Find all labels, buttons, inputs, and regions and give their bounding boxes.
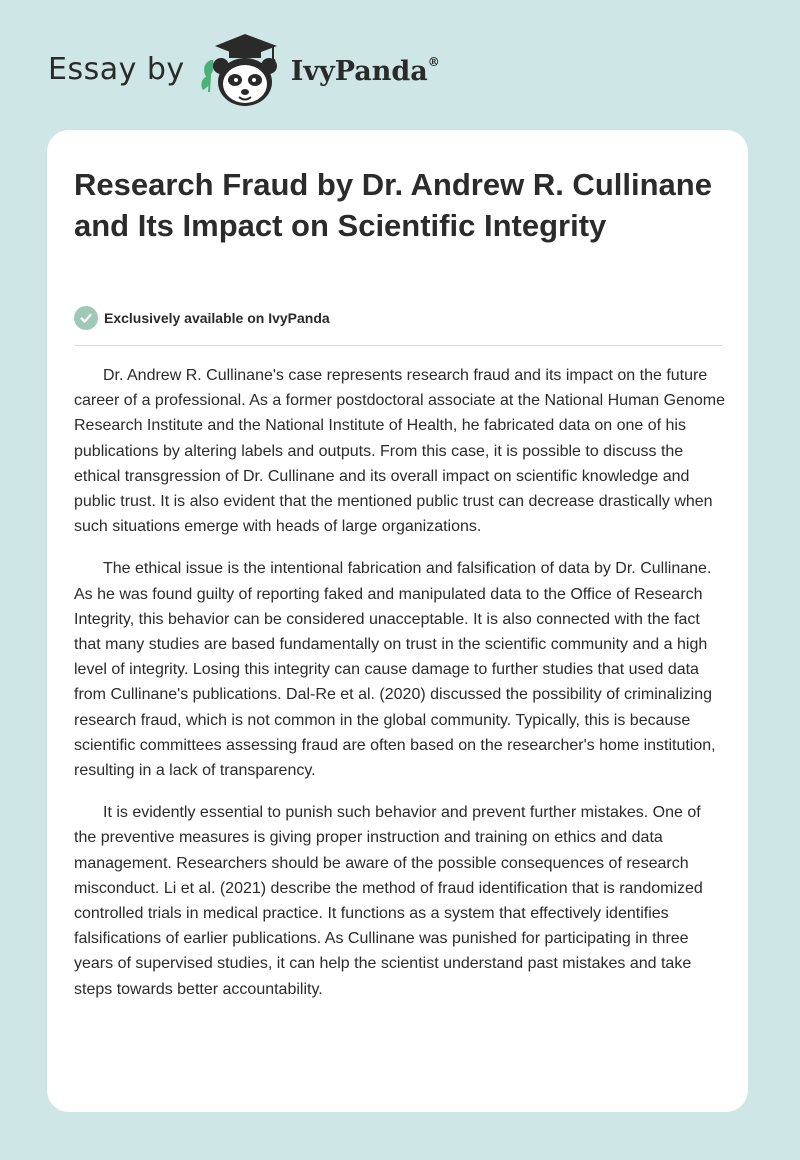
paragraph: Dr. Andrew R. Cullinane's case represents research fraud and its impact on the future career of a professional. As a former postdoctoral associate at the National Human Genome Research Institute and the National Institute of Health, he fabricated data on one of his publications by altering labels and outputs. From this case, it is possible to discuss the ethical transgression of Dr. Cullinane and its overall impact on scientific knowledge and public trust. It is also evident that the mentioned public trust can decrease drastically when such situations emerge with heads of large organizations.	[74, 367, 726, 536]
exclusive-label: Exclusively available on IvyPanda	[104, 310, 330, 326]
paragraph: It is evidently essential to punish such behavior and prevent further mistakes. One of the preventive measures is giving proper instruction and training on ethics and data management. Researchers should be aware of the possible consequences of research misconduct. Li et al. (2021) describe the method of fraud identification that is randomized controlled trials in medical practice. It functions as a system that effectively identifies falsifications of earlier publications. As Cullinane was punished for participating in three years of supervised studies, it can help the scientist understand past mistakes and take steps towards better accountability.	[74, 804, 703, 998]
exclusive-badge	[74, 306, 330, 330]
check-circle-icon	[74, 306, 98, 330]
paragraph: The ethical issue is the intentional fabrication and falsification of data by Dr. Cullinane. As he was found guilty of reporting faked and manipulated data to the Office of Research Integrity, this behavior can be considered unacceptable. It is also connected with the fact that many studies are based fundamentally on trust in the scientific community and a high level of integrity. Losing this integrity can cause damage to further studies that used data from Cullinane's publications. Dal-Re et al. (2020) discussed the possibility of criminalizing research fraud, which is not common in the global community. Typically, this is because scientific committees assessing fraud are often based on the researcher's home institution, resulting in a lack of transparency.	[74, 560, 716, 780]
site-header	[48, 30, 440, 110]
essay-card	[47, 130, 748, 1112]
essay-body	[74, 363, 726, 1019]
registered-mark: ®	[427, 54, 440, 69]
panda-graduate-icon[interactable]	[197, 30, 289, 110]
divider	[74, 345, 723, 346]
essay-by-label: Essay by	[48, 51, 185, 87]
essay-title: Research Fraud by Dr. Andrew R. Cullinane and Its Impact on Scientific Integrity	[74, 167, 712, 243]
brand-name[interactable]	[291, 56, 440, 87]
brand-text: IvyPanda	[290, 55, 428, 87]
